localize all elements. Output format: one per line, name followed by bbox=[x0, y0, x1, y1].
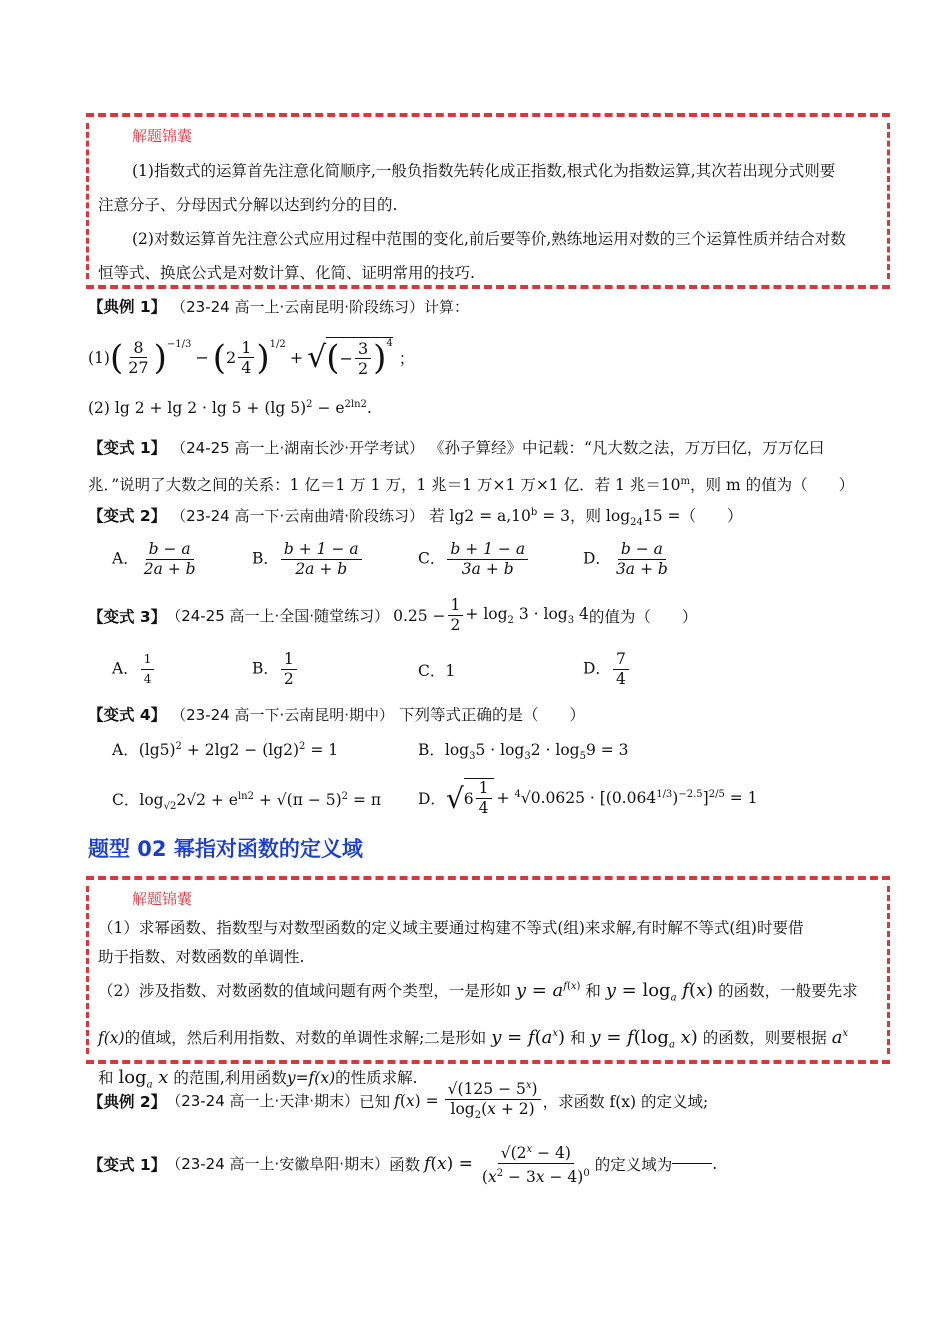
option-label: D． bbox=[583, 659, 611, 678]
example-tag: 【典例 1】 bbox=[88, 298, 167, 316]
option-d: D． √ 6 $\frac{1}{4}$ + $^4√0.0625 \cdot [(0.064^{1/3})^{-2.5}]^{2/5} = 1$ bbox=[418, 779, 758, 817]
example-stem-pre: 已知 bbox=[359, 1092, 391, 1111]
subscript: 24 bbox=[630, 517, 643, 529]
example-1-question-1 bbox=[88, 337, 415, 378]
q1-expression: ( $\frac{8}{27}$ ) $^{-1/3}$ − ( 2 $\frac{1}{4}$ ) $^{1/2}$ + √ ( − $\frac{3}{2}$ ) $^4$ ； bbox=[109, 337, 415, 378]
variant-source: （24-25 高一上·湖南长沙·开学考试） bbox=[171, 439, 425, 457]
tip-box-right-border bbox=[887, 886, 890, 1054]
option-c: C．$\log_{√2}2√2 + e^{ln2} + √(\pi - 5)^2 = \pi$ bbox=[112, 790, 382, 813]
tip-title: 解题锦囊 bbox=[132, 890, 193, 908]
answer-blank[interactable] bbox=[672, 1163, 712, 1164]
variant-source: （24-25 高一上·全国·随堂练习） bbox=[166, 607, 390, 625]
tip-text: 的范围,利用函数 bbox=[173, 1069, 287, 1088]
variant-source: （23-24 高一下·云南昆明·期中） bbox=[171, 706, 395, 724]
question-label: (2) bbox=[88, 399, 110, 418]
variant-2-heading bbox=[88, 504, 743, 528]
variant-tag: 【变式 3】 bbox=[88, 607, 167, 626]
option-denominator: 2a + b bbox=[295, 560, 348, 578]
option-numerator: 7 bbox=[613, 650, 629, 670]
option-numerator: 1 bbox=[141, 650, 155, 670]
variant-1-line-2 bbox=[88, 465, 888, 502]
tip-text: 和 bbox=[98, 1069, 114, 1088]
q2-expression: lg 2 + lg 2 · lg 5 + (lg 5) bbox=[114, 399, 307, 418]
option-label: B． bbox=[252, 659, 279, 678]
option-c bbox=[418, 540, 530, 579]
example-1-heading bbox=[88, 295, 469, 317]
variant-1-line-1 bbox=[88, 432, 888, 465]
variant-tag: 【变式 1】 bbox=[88, 439, 167, 457]
option-denominator: 2a + b bbox=[143, 560, 196, 578]
tip-text: （2）涉及指数、对数函数的值域问题有两个类型，一是形如 bbox=[98, 982, 511, 1000]
exponent: m bbox=[680, 476, 691, 487]
q2-exponent: 2ln2 bbox=[344, 399, 367, 410]
option-b: B．$\log_35 \cdot \log_32 \cdot \log_59 = 3$ bbox=[418, 741, 629, 763]
variant-source: （23-24 高一下·云南曲靖·阶段练习） bbox=[171, 507, 425, 525]
variant-stem-post: 的定义域为 bbox=[594, 1155, 673, 1174]
option-label: B． bbox=[252, 549, 279, 568]
variant-stem-post: 的值为（ ） bbox=[588, 607, 698, 626]
example-tag: 【典例 2】 bbox=[88, 1092, 167, 1111]
tip-line: 助于指数、对数函数的单调性. bbox=[98, 948, 305, 966]
example-source: （23-24 高一上·天津·期末） bbox=[166, 1092, 360, 1111]
option-numerator: b + 1 − a bbox=[281, 540, 362, 560]
section-title: 题型 02 幂指对函数的定义域 bbox=[88, 837, 363, 861]
example-2: 【典例 2】 （23-24 高一上·天津·期末） 已知 f(x) = $\frac{√(125 - 5^x)}{\log_2(x + 2)}$ ，求函数 f(x) 的定义域; bbox=[88, 1076, 708, 1125]
tip-box-left-border bbox=[86, 886, 89, 1054]
example-stem-post: ，求函数 f(x) 的定义域; bbox=[542, 1092, 709, 1111]
option-numerator: b − a bbox=[146, 540, 194, 560]
variant-stem-mid: = 3，则 log bbox=[537, 507, 631, 525]
q2-tail: − e bbox=[312, 399, 345, 418]
variant-tag: 【变式 4】 bbox=[88, 706, 167, 724]
tip-text: 的值域，然后利用指数、对数的单调性求解;二是形如 bbox=[124, 1028, 487, 1047]
tip-paragraph-2 bbox=[98, 914, 876, 1100]
exponent: b bbox=[530, 506, 538, 518]
tip-line: (1)指数式的运算首先注意化简顺序,一般负指数先转化成正指数,根式化为指数运算,其次若出现分式则要 bbox=[132, 162, 836, 180]
option-numerator: b − a bbox=[618, 540, 666, 560]
tip-line: （1）求幂函数、指数型与对数型函数的定义域主要通过构建不等式(组)来求解,有时解不等式(组)时要借 bbox=[98, 919, 804, 937]
option-numerator: 1 bbox=[281, 650, 297, 670]
variant-1 bbox=[88, 432, 888, 502]
tip-line: 恒等式、换底公式是对数计算、化简、证明常用的技巧. bbox=[98, 264, 475, 282]
tip-text: 的性质求解. bbox=[335, 1069, 418, 1088]
option-label: C． bbox=[418, 549, 446, 568]
option-label: A． bbox=[112, 741, 139, 759]
option-d bbox=[583, 650, 631, 689]
variant-4-heading bbox=[88, 703, 585, 725]
option-label: A． bbox=[112, 549, 139, 568]
option-b bbox=[252, 650, 299, 689]
example-1-question-2: (2) lg 2 + lg 2 · lg 5 + (lg $5)^2 - e^{2ln2}$. bbox=[88, 399, 372, 418]
tip-text: 的函数，则要根据 bbox=[702, 1028, 827, 1047]
option-denominator: 2 bbox=[283, 670, 294, 688]
option-denominator: 3a + b bbox=[615, 560, 668, 578]
variant-stem-pre: 函数 bbox=[389, 1155, 421, 1174]
tip-math: y=f(x) bbox=[286, 1069, 336, 1088]
variant-stem-end: 15 =（ ） bbox=[642, 507, 743, 525]
variant-text: 《孙子算经》中记载：“凡大数之法，万万曰亿，万万亿曰 bbox=[428, 439, 825, 457]
tip-line: f(x)的值域，然后利用指数、对数的单调性求解;二是形如 $y = f(a^x)$ 和 $y = f(\log_a$ x) 的函数，则要根据 $a^x$ bbox=[98, 1026, 849, 1051]
variant-text-end: ，则 m 的值为（ ） bbox=[690, 476, 855, 495]
option-label: C． bbox=[418, 662, 446, 680]
tip-text: 的函数，一般要先求 bbox=[718, 982, 858, 1000]
option-label: C． bbox=[112, 791, 140, 809]
variant-stem-end: . bbox=[712, 1154, 718, 1173]
tip-paragraph-1 bbox=[98, 154, 876, 290]
question-label: (1) bbox=[88, 348, 110, 367]
tip-line: （2）涉及指数、对数函数的值域问题有两个类型，一是形如 $y = a^{f(x)}$ 和 $y = \log_a f(x)$ 的函数，一般要先求 bbox=[98, 980, 858, 1004]
option-numerator: b + 1 − a bbox=[447, 540, 528, 560]
variant-stem: 若 lg2 = a,10 bbox=[428, 507, 531, 525]
option-a: A．$(\lg 5)^2 + 2\lg 2 - (\lg 2)^2 = 1$ bbox=[112, 740, 339, 759]
tip-line: 注意分子、分母因式分解以达到约分的目的. bbox=[98, 196, 398, 214]
option-label: A． bbox=[112, 659, 139, 678]
tip-line: (2)对数运算首先注意公式应用过程中范围的变化,前后要等价,熟练地运用对数的三个运算性质并结合对数 bbox=[132, 230, 846, 248]
tip-title: 解题锦囊 bbox=[132, 127, 193, 145]
option-a bbox=[112, 540, 201, 579]
variant-stem-pre: 0.25 − bbox=[393, 606, 446, 625]
variant-3-heading: 【变式 3】 （24-25 高一上·全国·随堂练习） 0.25 − $\frac{1}{2}$ + $\log_2 3 \cdot \log_3 4$ 的值为（ ） bbox=[88, 596, 698, 634]
tip-box-2 bbox=[86, 876, 890, 1091]
example-source: （23-24 高一上·云南昆明·阶段练习）计算： bbox=[171, 298, 470, 316]
tip-box-right-border bbox=[887, 123, 890, 279]
option-d bbox=[583, 540, 673, 579]
option-label: D． bbox=[418, 790, 446, 808]
option-a bbox=[112, 650, 156, 689]
tip-box-1 bbox=[86, 113, 890, 289]
tip-math: f(x) bbox=[98, 1028, 125, 1047]
variant-tag: 【变式 1】 bbox=[88, 1155, 167, 1174]
option-b bbox=[252, 540, 364, 579]
variant-source: （23-24 高一上·安徽阜阳·期末） bbox=[166, 1155, 390, 1174]
variant-tag: 【变式 2】 bbox=[88, 507, 167, 525]
option-denominator: 4 bbox=[615, 670, 626, 688]
option-label: D． bbox=[583, 549, 611, 568]
option-denominator: 3a + b bbox=[461, 560, 514, 578]
option-denominator: 4 bbox=[143, 672, 152, 686]
option-value: 1 bbox=[445, 662, 456, 680]
q2-end: . bbox=[366, 399, 372, 418]
variant-5: 【变式 1】 （23-24 高一上·安徽阜阳·期末） 函数 f(x) = $\frac{√(2^x - 4)}{(x^2 - 3x - 4)^0}$ 的定义域为 . bbox=[88, 1140, 717, 1187]
option-c bbox=[418, 659, 455, 681]
option-label: B． bbox=[418, 741, 445, 759]
tip-line: 和 $\log_a x$ 的范围,利用函数y=f(x)的性质求解. bbox=[98, 1067, 418, 1091]
variant-text: 兆．”说明了大数之间的关系：1 亿＝1 万 1 万，1 兆＝1 万×1 万×1 亿．若 1 兆＝10 bbox=[88, 476, 681, 495]
tip-box-left-border bbox=[86, 123, 89, 279]
variant-stem: 下列等式正确的是（ ） bbox=[398, 706, 585, 724]
